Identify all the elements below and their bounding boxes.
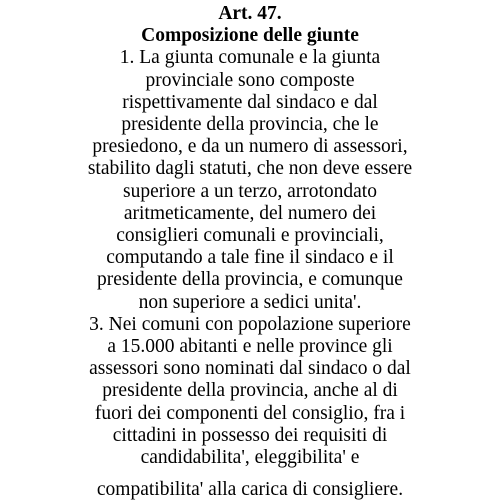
paragraph-3-line: presidente della provincia, anche al di [102,380,398,402]
paragraph-1-line: presiedono, e da un numero di assessori, [92,136,408,158]
paragraph-1-line: superiore a un terzo, arrotondato [123,180,377,202]
paragraph-1-line: presidente della provincia, che le [121,114,379,136]
paragraph-1-line: rispettivamente dal sindaco e dal [122,91,378,113]
paragraph-1-line: aritmeticamente, del numero dei [123,202,377,224]
paragraph-1-line: non superiore a sedici unita'. [138,291,362,313]
paragraph-1-line: computando a tale fine il sindaco e il [106,247,394,269]
paragraph-3-line: candidabilita', eleggibilita' e [140,447,360,469]
paragraph-1-line: 1. La giunta comunale e la giunta [119,47,381,69]
paragraph-1-line: provinciale sono composte [145,69,355,91]
paragraph-1-line: consiglieri comunali e provinciali, [116,225,384,247]
document-page [0,3,500,501]
article-number: Art. 47. [218,3,282,24]
paragraph-3-line: fuori dei componenti del consiglio, fra i [94,402,406,424]
article-title: Composizione delle giunte [141,25,359,47]
article-body [0,47,500,501]
paragraph-3-line: assessori sono nominati dal sindaco o dal [89,358,411,380]
paragraph-3-line: a 15.000 abitanti e nelle province gli [107,336,393,358]
paragraph-3-line: compatibilita' alla carica di consigliere. [96,479,404,501]
paragraph-3-line: cittadini in possesso dei requisiti di [112,424,388,446]
paragraph-3-line: 3. Nei comuni con popolazione superiore [89,313,411,335]
paragraph-1-line: presidente della provincia, e comunque [97,269,403,291]
paragraph-1-line: stabilito dagli statuti, che non deve essere [87,158,413,180]
